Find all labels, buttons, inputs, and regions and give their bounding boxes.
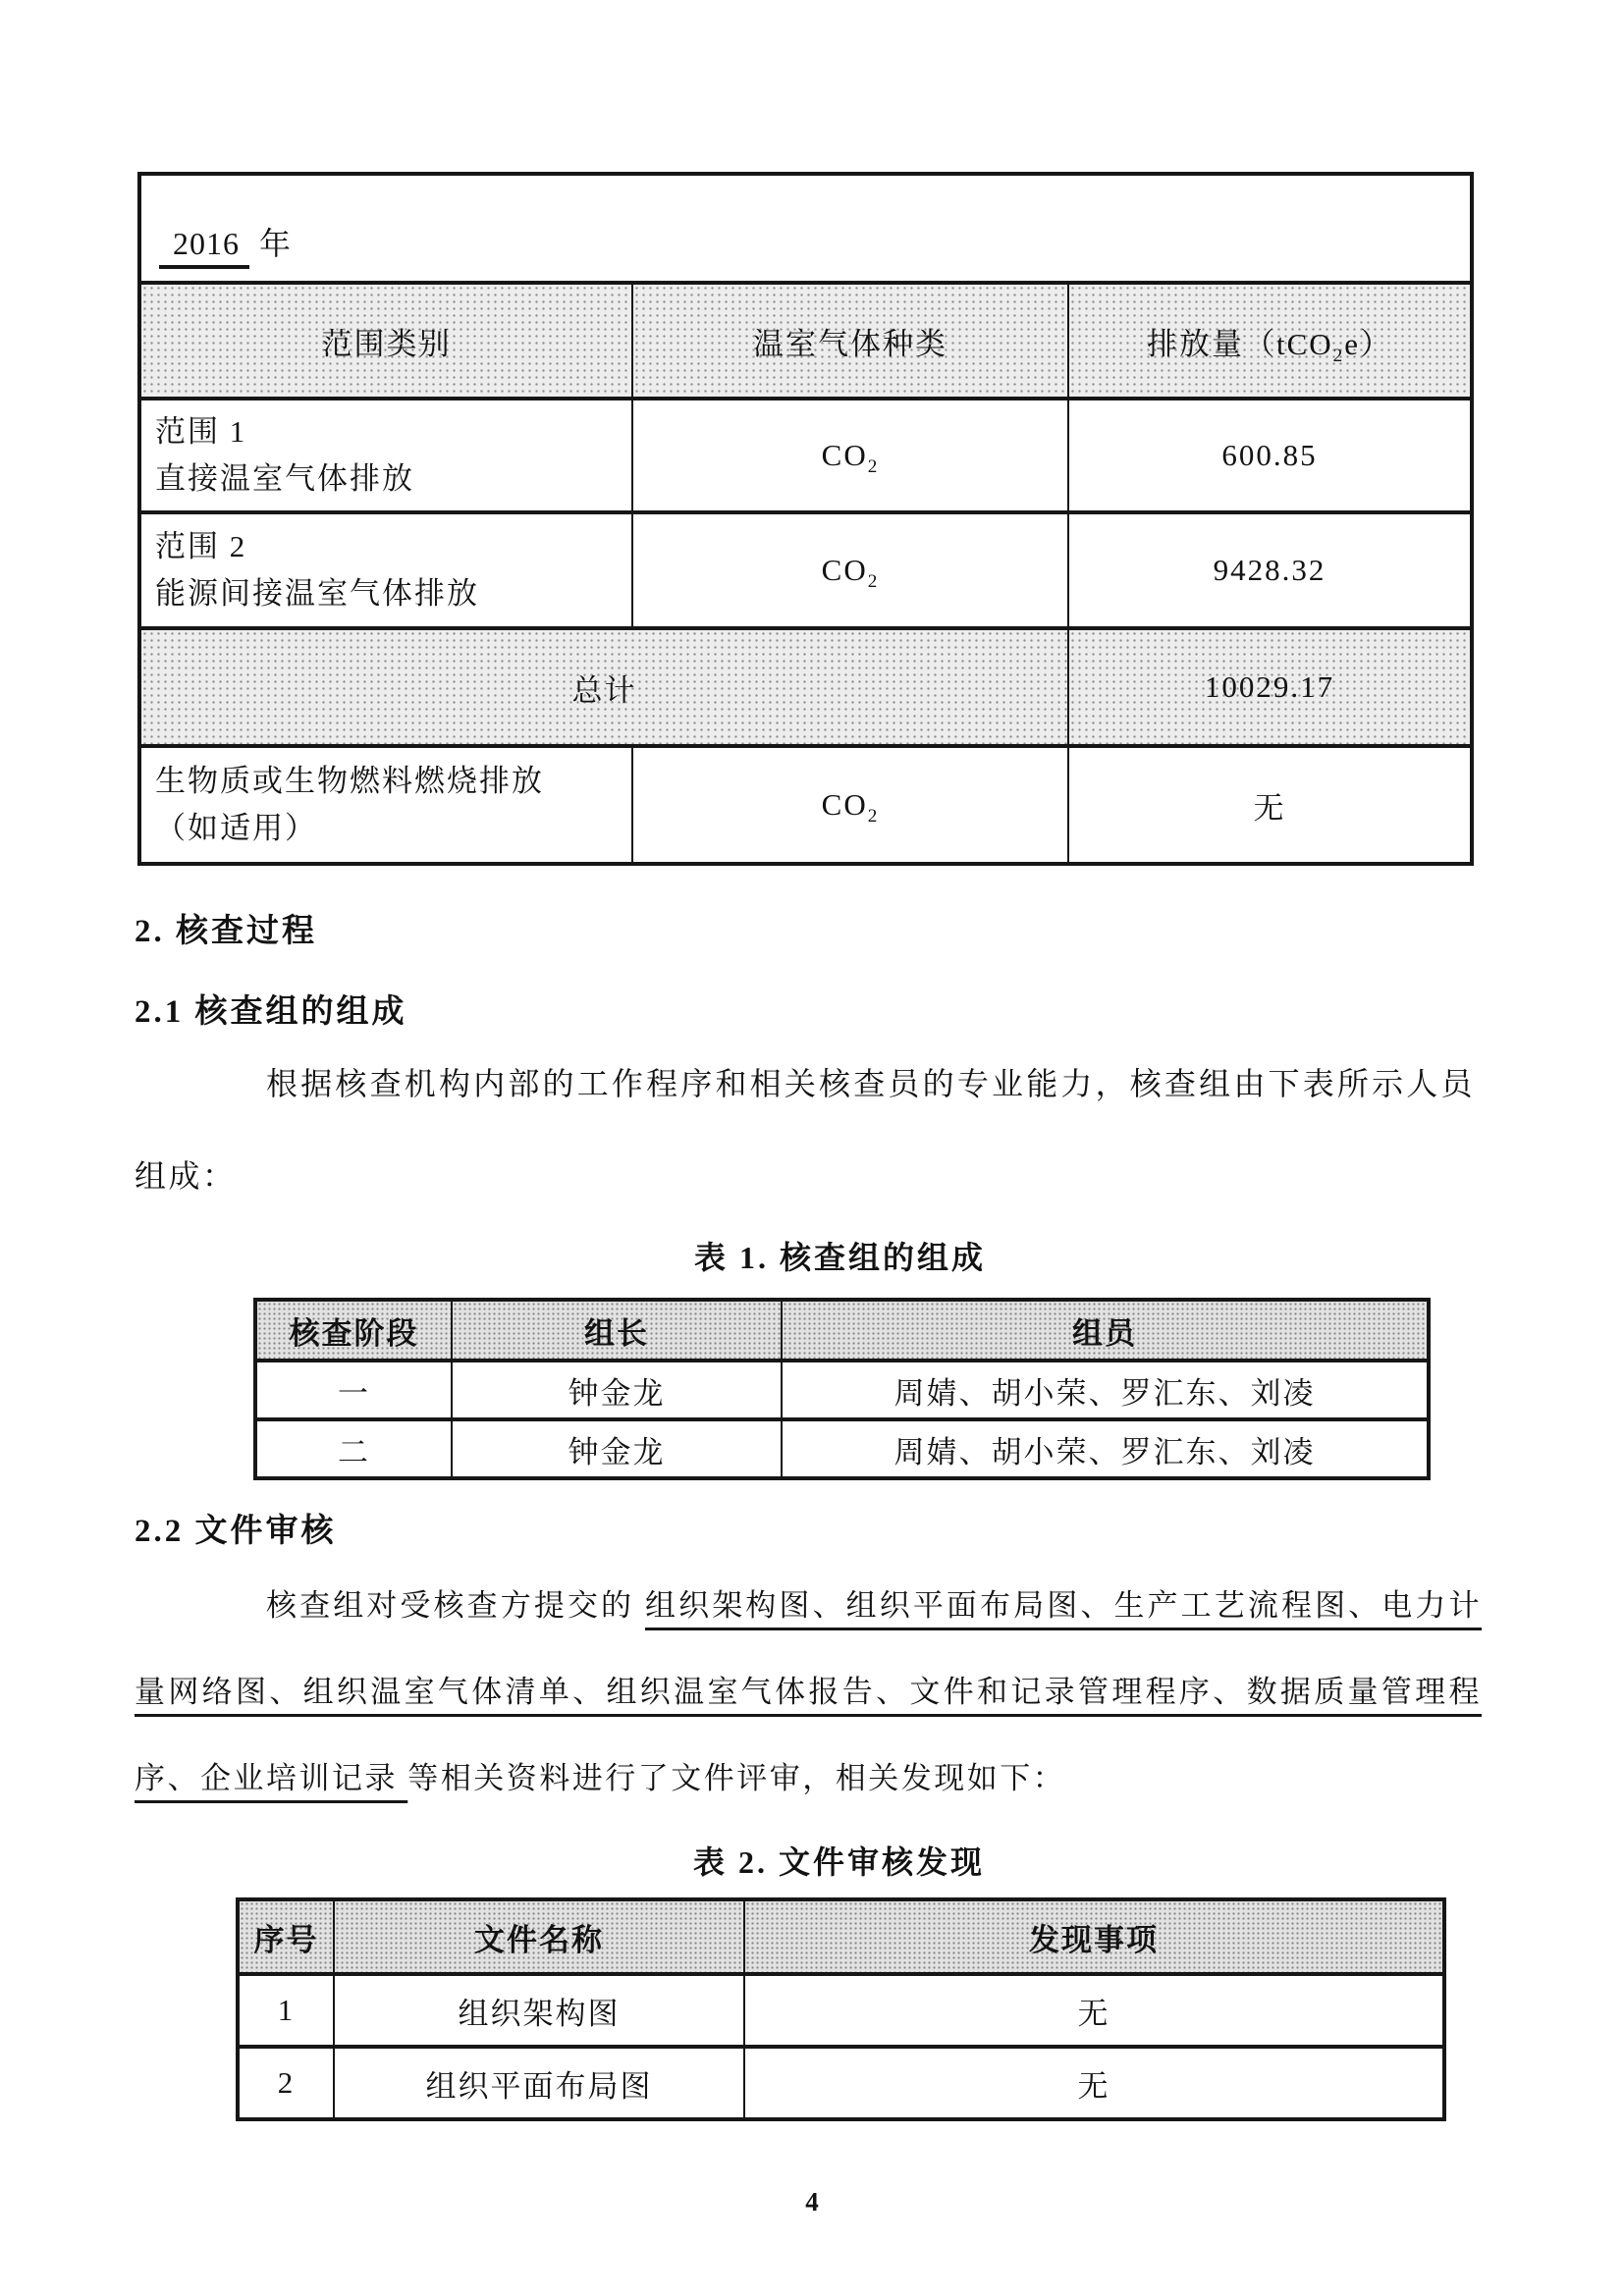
doc-no-cell: 2 bbox=[238, 2047, 334, 2119]
paragraph-team-composition: 根据核查机构内部的工作程序和相关核查员的专业能力，核查组由下表所示人员组成： bbox=[135, 1066, 1475, 1194]
table1-header-row bbox=[255, 1300, 1429, 1361]
year-row bbox=[139, 174, 1472, 283]
stage-cell: 二 bbox=[255, 1419, 452, 1478]
year-suffix: 年 bbox=[259, 225, 294, 261]
p22-suffix: 等相关资料进行了文件评审，相关发现如下： bbox=[407, 1761, 1066, 1795]
heading-verification-process: 2. 核查过程 bbox=[135, 914, 317, 949]
doc-no-cell: 1 bbox=[238, 1974, 334, 2047]
members-cell: 周婧、胡小荣、罗汇东、刘凌 bbox=[782, 1361, 1429, 1419]
table1-header-stage: 核查阶段 bbox=[255, 1300, 452, 1361]
table2-header-docname: 文件名称 bbox=[334, 1899, 744, 1974]
doc-name-cell: 组织架构图 bbox=[334, 1974, 744, 2047]
heading-team-composition: 2.1 核查组的组成 bbox=[135, 994, 407, 1030]
biomass-row bbox=[139, 746, 1472, 864]
scope1-row bbox=[139, 399, 1472, 512]
total-amount: 10029.17 bbox=[1068, 628, 1472, 746]
table2-row-1 bbox=[238, 1974, 1444, 2047]
table2-row-2 bbox=[238, 2047, 1444, 2119]
doc-finding-cell: 无 bbox=[744, 1974, 1444, 2047]
table2-header-finding: 发现事项 bbox=[744, 1899, 1444, 1974]
scope2-row bbox=[139, 512, 1472, 628]
doc-name-cell: 组织平面布局图 bbox=[334, 2047, 744, 2119]
header-emission-amount: 排放量（tCO$_2$e） bbox=[1068, 283, 1472, 399]
year-value: 2016 bbox=[159, 226, 249, 269]
table2-title: 表 2. 文件审核发现 bbox=[692, 1844, 985, 1880]
paragraph-document-review bbox=[135, 1563, 1482, 1822]
leader-cell: 钟金龙 bbox=[452, 1419, 782, 1478]
members-cell: 周婧、胡小荣、罗汇东、刘凌 bbox=[782, 1419, 1429, 1478]
emissions-header-row bbox=[139, 283, 1472, 399]
table1-header-members: 组员 bbox=[782, 1300, 1429, 1361]
table1-header-leader: 组长 bbox=[452, 1300, 782, 1361]
biomass-gas: $CO_2$ bbox=[632, 746, 1068, 864]
emissions-table bbox=[137, 172, 1474, 866]
verification-team-table bbox=[253, 1298, 1431, 1480]
scope2-gas: $CO_2$ bbox=[632, 512, 1068, 628]
stage-cell: 一 bbox=[255, 1361, 452, 1419]
biomass-amount: 无 bbox=[1068, 746, 1472, 864]
table1-row-1 bbox=[255, 1361, 1429, 1419]
table2-header-no: 序号 bbox=[238, 1899, 334, 1974]
table1-title: 表 1. 核查组的组成 bbox=[693, 1240, 986, 1275]
heading-document-review: 2.2 文件审核 bbox=[135, 1514, 337, 1549]
scope1-gas: $CO_2$ bbox=[632, 399, 1068, 512]
scope2-amount: 9428.32 bbox=[1068, 512, 1472, 628]
total-row bbox=[139, 628, 1472, 746]
leader-cell: 钟金龙 bbox=[452, 1361, 782, 1419]
table1-row-2 bbox=[255, 1419, 1429, 1478]
biomass-label: 生物质或生物燃料燃烧排放 （如适用） bbox=[139, 746, 632, 864]
table2-header-row bbox=[238, 1899, 1444, 1974]
scope1-label: 范围 1 直接温室气体排放 bbox=[139, 399, 632, 512]
header-scope-category: 范围类别 bbox=[139, 283, 632, 399]
page-number: 4 bbox=[805, 2187, 819, 2216]
year-cell bbox=[139, 174, 1472, 283]
total-label: 总计 bbox=[139, 628, 1068, 746]
scope2-label: 范围 2 能源间接温室气体排放 bbox=[139, 512, 632, 628]
header-gas-type: 温室气体种类 bbox=[632, 283, 1068, 399]
doc-finding-cell: 无 bbox=[744, 2047, 1444, 2119]
p22-underlined-documents: 组织架构图、组织平面布局图、生产工艺流程图、电力计量网络图、组织温室气体清单、组织温室气体报告、文件和记录管理程序、数据质量管理程序、企业培训记录 bbox=[135, 1588, 1482, 1795]
p22-prefix: 核查组对受核查方提交的 bbox=[266, 1588, 645, 1623]
document-review-findings-table bbox=[236, 1897, 1446, 2121]
scope1-amount: 600.85 bbox=[1068, 399, 1472, 512]
